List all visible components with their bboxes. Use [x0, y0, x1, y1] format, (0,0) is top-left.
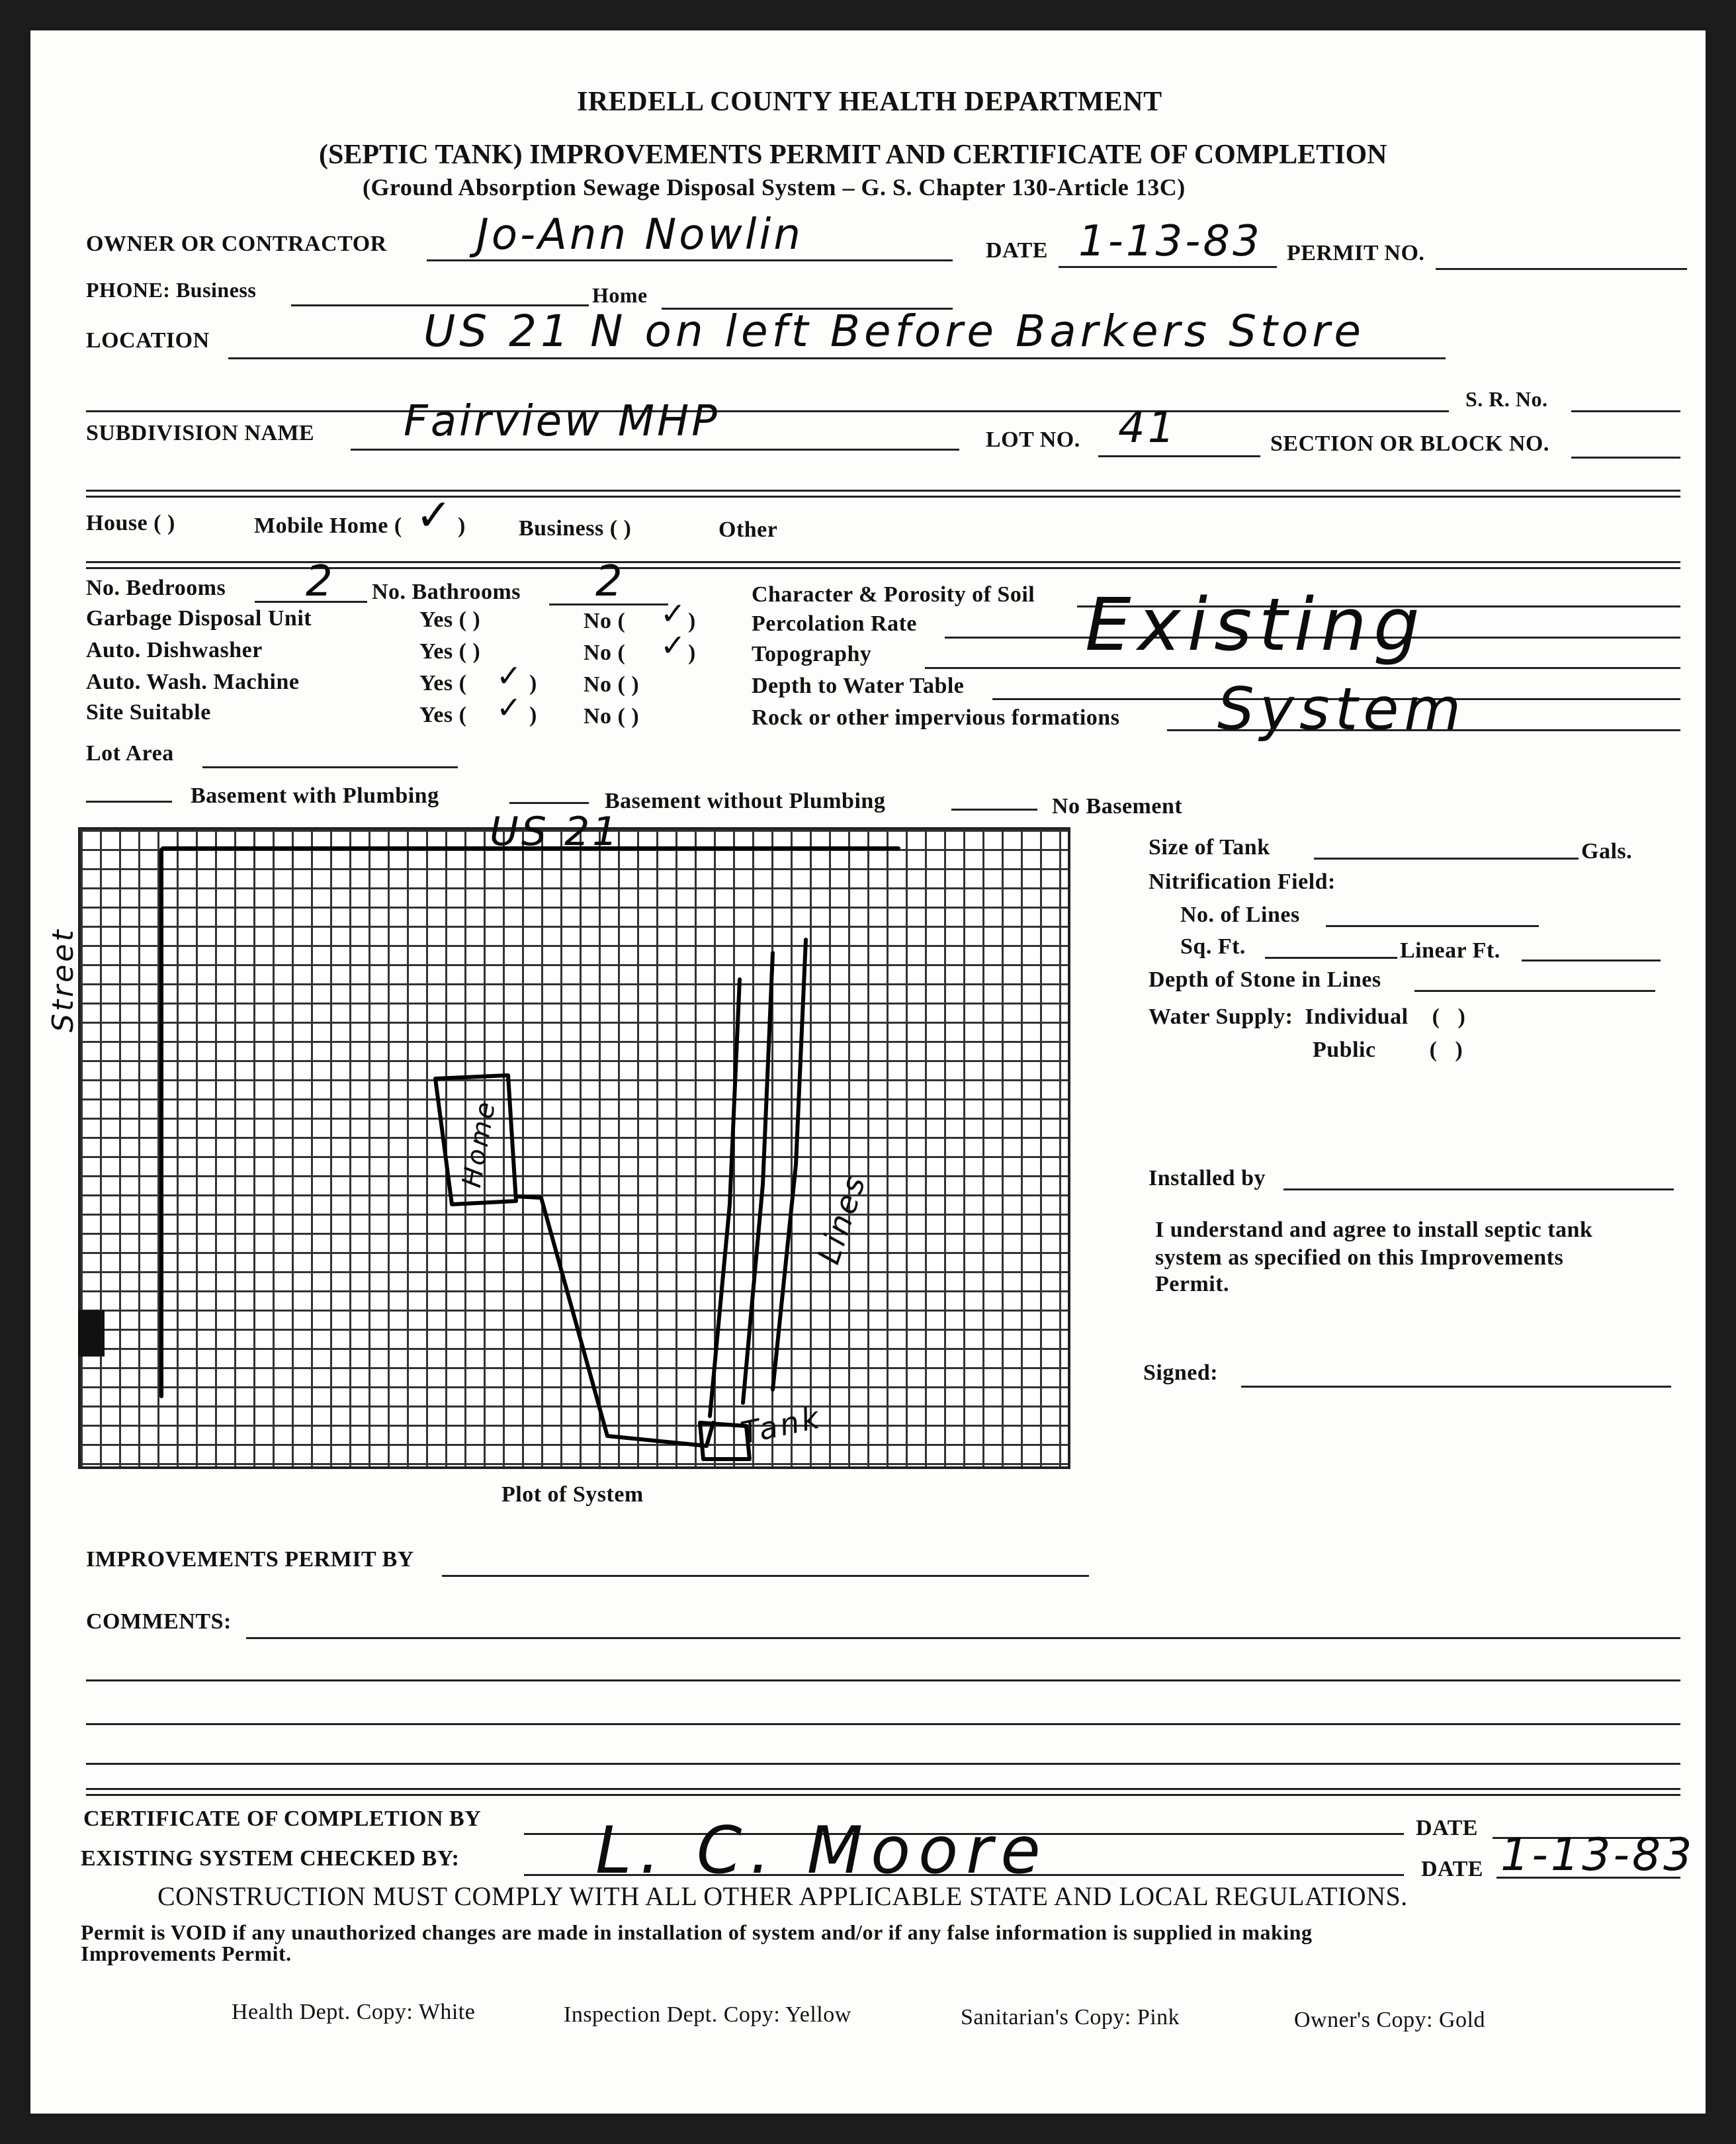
feature-row-yes: Yes ( ) [419, 607, 481, 632]
other-option: Other [718, 517, 778, 542]
plot-side-label: Street [46, 927, 80, 1032]
department-title: IREDELL COUNTY HEALTH DEPARTMENT [577, 87, 1162, 117]
feature-row-label: Auto. Dishwasher [86, 638, 263, 662]
existing-date-label: DATE [1421, 1857, 1483, 1881]
plot-lines-label: Lines [810, 1169, 873, 1269]
sr-no-label: S. R. No. [1465, 387, 1548, 411]
basement-with-label: Basement with Plumbing [191, 783, 439, 808]
plot-home-label: Home [456, 1096, 502, 1190]
existing-checked-label: EXISTING SYSTEM CHECKED BY: [81, 1846, 460, 1871]
signed-line [1241, 1386, 1671, 1388]
sqft-line [1265, 957, 1397, 959]
permit-subtitle: (Ground Absorption Sewage Disposal System – G. S. Chapter 130-Article 13C) [363, 174, 1186, 201]
plot-caption: Plot of System [501, 1482, 644, 1507]
section-label: SECTION OR BLOCK NO. [1270, 431, 1549, 456]
bedrooms-label: No. Bedrooms [86, 576, 226, 600]
water-supply-public: Public ( ) [1313, 1038, 1463, 1062]
subdivision-label: SUBDIVISION NAME [86, 421, 315, 445]
subdivision-line [351, 449, 959, 451]
linear-line [1522, 960, 1661, 961]
rock-label: Rock or other impervious formations [752, 705, 1120, 730]
feature-row-no-close: ) [688, 609, 696, 633]
mobile-home-check: ✓ [415, 490, 455, 541]
business-option: Business ( ) [519, 516, 632, 541]
percolation-label: Percolation Rate [752, 611, 918, 636]
divider-1 [86, 490, 1680, 498]
permit-title: (SEPTIC TANK) IMPROVEMENTS PERMIT AND CERTIFICATE OF COMPLETION [319, 140, 1387, 170]
agreement-line-3: Permit. [1155, 1272, 1230, 1296]
feature-row-yes-check: ✓ [496, 690, 525, 725]
installed-by-line [1283, 1188, 1674, 1190]
feature-row-yes-close: ) [529, 703, 537, 727]
topography-label: Topography [752, 642, 872, 666]
lot-area-line [202, 766, 458, 768]
owner-line [427, 259, 953, 261]
plot-road-label: US 21 [490, 809, 621, 855]
home-label: Home [592, 283, 648, 307]
basement-without-label: Basement without Plumbing [605, 789, 886, 813]
subdivision-value: Fairview MHP [404, 397, 720, 446]
plot-tank-label: Tank [738, 1399, 825, 1451]
cert-date-label: DATE [1416, 1816, 1478, 1840]
topography-line [925, 667, 1680, 669]
linear-label: Linear Ft. [1400, 938, 1500, 963]
tank-size-line [1314, 858, 1579, 860]
water-table-label: Depth to Water Table [752, 674, 965, 698]
cert-by-label: CERTIFICATE OF COMPLETION BY [83, 1807, 482, 1831]
feature-row-no: No ( [584, 609, 626, 633]
comply-notice: CONSTRUCTION MUST COMPLY WITH ALL OTHER APPLICABLE STATE AND LOCAL REGULATIONS. [157, 1881, 1408, 1911]
feature-row-no-check: ✓ [660, 596, 689, 631]
agreement-line-2: system as specified on this Improvements [1155, 1245, 1564, 1270]
lot-no-value: 41 [1118, 404, 1178, 453]
feature-row-yes: Yes ( ) [419, 639, 481, 664]
comments-line-3 [86, 1723, 1680, 1725]
copy-distribution: Health Dept. Copy: White [232, 2000, 476, 2024]
date-label: DATE [986, 238, 1048, 263]
permit-by-line [442, 1575, 1089, 1577]
date-value: 1-13-83 [1078, 217, 1262, 266]
stone-label: Depth of Stone in Lines [1149, 967, 1381, 992]
copy-distribution: Sanitarian's Copy: Pink [961, 2005, 1180, 2030]
date-line [1059, 266, 1277, 268]
signed-label: Signed: [1143, 1361, 1219, 1385]
lines-label: No. of Lines [1180, 903, 1300, 927]
comments-line-2 [86, 1679, 1680, 1681]
section-line [1571, 457, 1680, 459]
feature-row-no-close: ) [688, 641, 696, 665]
nitrification-label: Nitrification Field: [1149, 870, 1336, 894]
feature-row-label: Auto. Wash. Machine [86, 670, 300, 694]
feature-row-yes: Yes ( [419, 703, 467, 727]
copy-distribution: Inspection Dept. Copy: Yellow [564, 2002, 851, 2027]
owner-label: OWNER OR CONTRACTOR [86, 232, 387, 256]
basement-with-line [86, 801, 172, 803]
soil-character-label: Character & Porosity of Soil [752, 582, 1035, 607]
installed-by-label: Installed by [1149, 1166, 1266, 1190]
copy-distribution: Owner's Copy: Gold [1294, 2008, 1486, 2032]
feature-row-no: No ( ) [584, 704, 640, 729]
feature-row-yes: Yes ( [419, 671, 467, 695]
soil-handwriting-system: System [1217, 675, 1467, 743]
void-notice-line-2: Improvements Permit. [81, 1942, 292, 1965]
permit-no-label: PERMIT NO. [1287, 241, 1425, 265]
no-basement-label: No Basement [1052, 794, 1183, 819]
mobile-home-option: Mobile Home ( [254, 514, 402, 538]
lines-line [1326, 925, 1539, 927]
location-line-2 [86, 410, 1449, 412]
permit-no-line [1436, 268, 1687, 270]
phone-label: PHONE: Business [86, 278, 257, 302]
plot-sketch [78, 807, 1070, 1482]
void-notice-line-1: Permit is VOID if any unauthorized changes are made in installation of system and/or if any false information is supplied in making [81, 1920, 1313, 1944]
lot-no-label: LOT NO. [986, 427, 1080, 452]
lot-area-label: Lot Area [86, 741, 174, 766]
comments-label: COMMENTS: [86, 1609, 232, 1634]
location-line [228, 357, 1446, 359]
feature-row-label: Garbage Disposal Unit [86, 606, 312, 631]
divider-3 [86, 1788, 1680, 1796]
house-option: House ( ) [86, 511, 175, 535]
comments-line-4 [86, 1763, 1680, 1765]
basement-without-line [509, 802, 589, 804]
water-supply-individual: Water Supply: Individual ( ) [1149, 1005, 1466, 1029]
comments-line-1 [246, 1637, 1680, 1639]
gals-label: Gals. [1581, 839, 1633, 864]
bedrooms-value: 2 [306, 557, 335, 606]
feature-row-no: No ( [584, 641, 626, 665]
location-label: LOCATION [86, 328, 210, 353]
sqft-label: Sq. Ft. [1180, 934, 1246, 959]
location-value: US 21 N on left Before Barkers Store [423, 306, 1366, 357]
feature-row-label: Site Suitable [86, 700, 211, 725]
feature-row-yes-check: ✓ [496, 658, 525, 693]
feature-row-no: No ( ) [584, 672, 640, 697]
existing-date-value: 1-13-83 [1500, 1829, 1695, 1881]
soil-handwriting-existing: Existing [1085, 582, 1426, 667]
lot-no-line [1098, 455, 1260, 457]
bathrooms-value: 2 [595, 557, 625, 606]
sr-no-line [1571, 410, 1680, 412]
stone-line [1414, 990, 1655, 992]
agreement-line-1: I understand and agree to install septic tank [1155, 1218, 1593, 1242]
feature-row-no-check: ✓ [660, 627, 689, 663]
bathrooms-label: No. Bathrooms [372, 580, 521, 604]
feature-row-yes-close: ) [529, 671, 537, 695]
tank-size-label: Size of Tank [1149, 835, 1270, 860]
permit-by-label: IMPROVEMENTS PERMIT BY [86, 1547, 414, 1572]
checker-signature: L. C. Moore [595, 1813, 1049, 1889]
mobile-home-close: ) [458, 514, 466, 538]
owner-value: Jo-Ann Nowlin [476, 210, 803, 259]
